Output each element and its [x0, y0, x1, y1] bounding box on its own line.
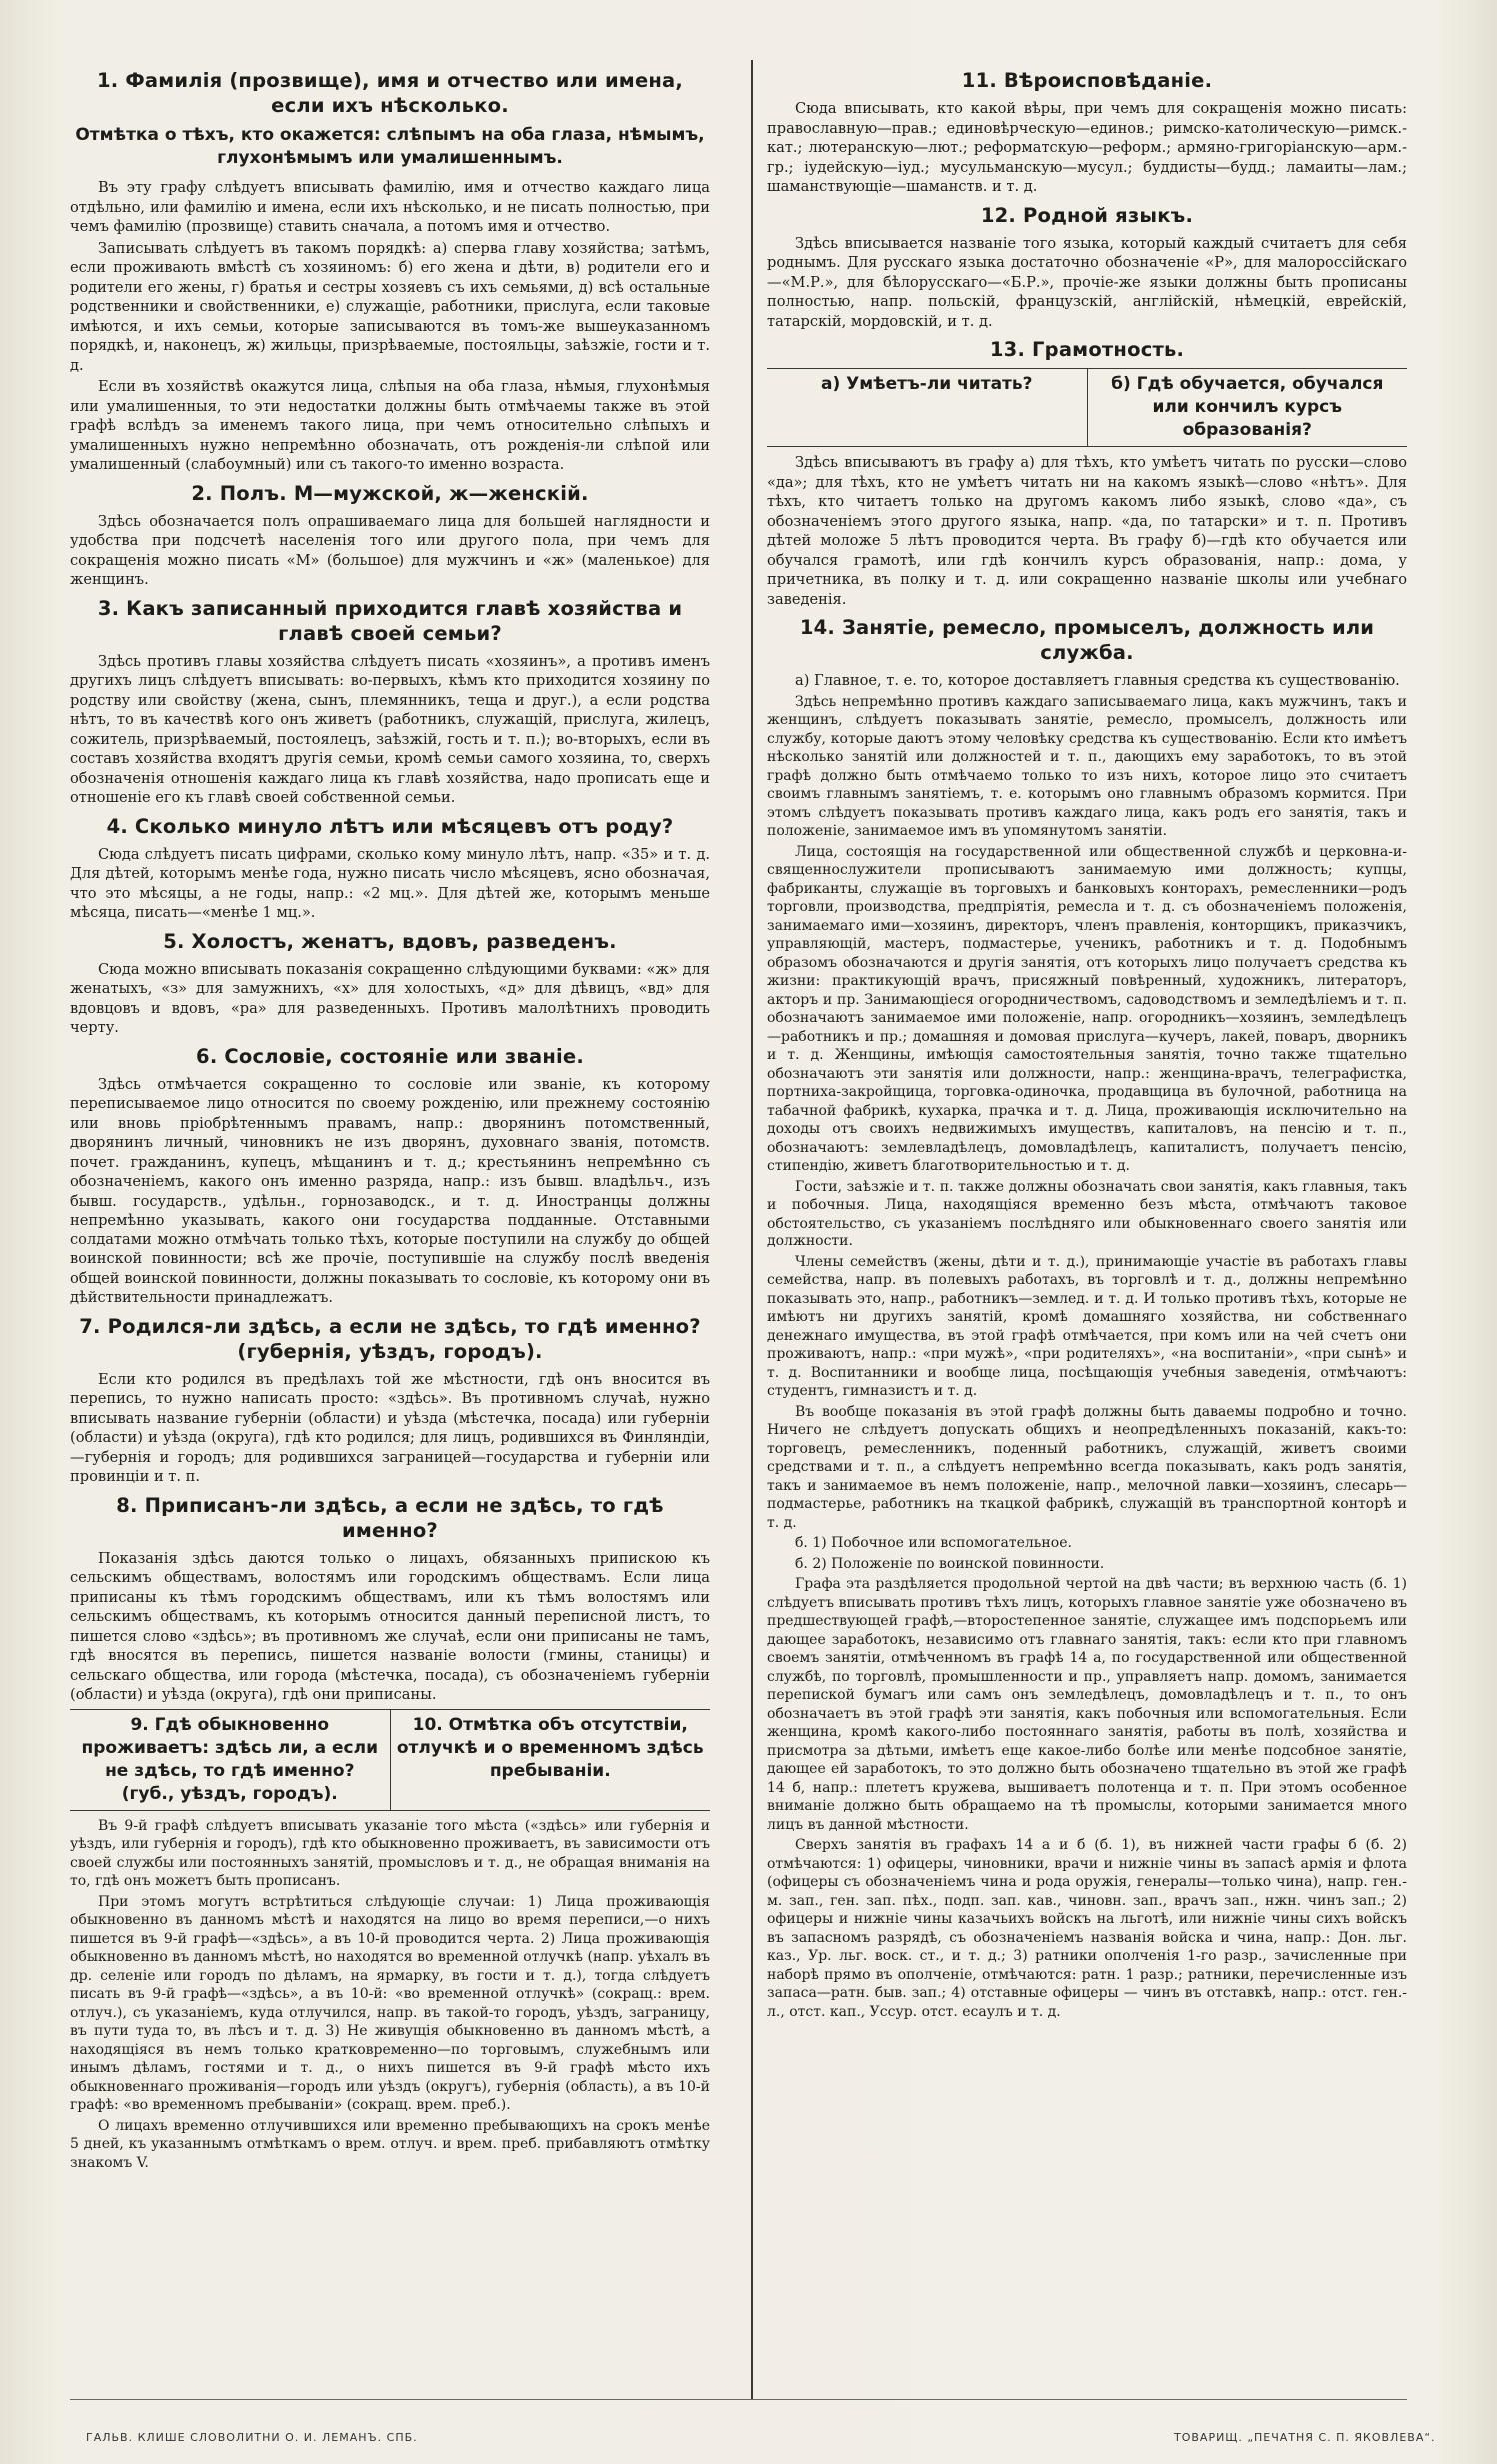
- section-10-title: 10. Отмѣтка объ отсутствіи, отлучкѣ и о временномъ здѣсь пребываніи.: [396, 1714, 704, 1781]
- printer-imprint-right: ТОВАРИЩ. „ПЕЧАТНЯ С. П. ЯКОВЛЕВА“.: [1174, 2431, 1436, 2444]
- section-12-paragraph: Здѣсь вписывается названіе того языка, который каждый считаетъ для себя роднымъ. Для русскаго языка достаточно обозначеніе «Р», для малороссійскаго—«М.Р.», для бѣлорусскаго—«Б.Р.», прочіе-же языки должны быть прописаны полностью, напр. польскій, французскій, англійскій, нѣмецкій, еврейскій, татарскій, мордовскій, и т. д.: [767, 234, 1407, 330]
- section-12-title: 12. Родной языкъ.: [980, 203, 1194, 227]
- section-5-title: 5. Холостъ, женатъ, вдовъ, разведенъ.: [163, 929, 617, 953]
- section-14a-heading: а) Главное, т. е. то, которое доставляетъ главныя средства къ существованію.: [795, 672, 1400, 689]
- section-8-title: 8. Приписанъ-ли здѣсь, а если не здѣсь, то гдѣ именно?: [116, 1493, 664, 1542]
- section-13-subheader: [767, 368, 1407, 447]
- section-5-paragraph: Сюда можно вписывать показанія сокращенно слѣдующими буквами: «ж» для женатыхъ, «з» для замужнихъ, «х» для холостыхъ, «д» для дѣвицъ, «вд» для вдовцовъ и вдовъ, «ра» для разведенныхъ. Противъ малолѣтнихъ проводить черту.: [70, 960, 710, 1036]
- section-14-paragraph: Члены семействъ (жены, дѣти и т. д.), принимающіе участіе въ работахъ главы семейства, напр. въ полевыхъ работахъ, въ торговлѣ и т. д., должны непремѣнно показывать это, напр., работникъ—землед. и т. д. И только противъ тѣхъ, которые не имѣютъ ни другихъ занятій, кромѣ домашняго хозяйства, ни собственнаго денежнаго имущества, въ этой графѣ отмѣчается, при комъ или на чей счетъ они проживаютъ, напр.: «при мужѣ», «при родителяхъ», «на воспитаніи», «при сынѣ» и т. д. Воспитанники и вообще лица, посѣщающія учебныя заведенія, отмѣчаютъ: студентъ, гимназистъ и т. д.: [767, 1253, 1407, 1399]
- section-11-paragraph: Сюда вписывать, кто какой вѣры, при чемъ для сокращенія можно писать: православную—прав.; единовѣрческую—единов.; римско-католическую—римск.-кат.; лютеранскую—лют.; реформатскую—реформ.; армяно-григоріанскую—арм.-гр.; іудейскую—іуд.; мусульманскую—мусул.; буддисты—будд.; ламаиты—лам.; шаманствующіе—шаманств. и т. д.: [767, 100, 1407, 195]
- section-1-paragraph: Записывать слѣдуетъ въ такомъ порядкѣ: а) сперва главу хозяйства; затѣмъ, если проживають вмѣстѣ съ хозяиномъ: б) его жена и дѣти, в) родители его и родители его жены, г) братья и сестры хозяевъ съ ихъ семьями, д) всѣ остальные родственники и свойственники, е) служащіе, работники, прислуга, если таковые имѣются, и ихъ семьи, которые записываются въ томъ-же вышеуказанномъ порядкѣ, и, наконецъ, ж) жильцы, призрѣваемые, постояльцы, заѣзжіе, гости и т. д.: [70, 239, 710, 374]
- bottom-rule: [70, 2399, 1407, 2400]
- section-9-paragraph: При этомъ могутъ встрѣтиться слѣдующіе случаи: 1) Лица проживающія обыкновенно въ данномъ мѣстѣ и находятся на лицо во время переписи,—о нихъ пишется въ 9-й графѣ—«здѣсь», а въ 10-й проводится черта. 2) Лица проживающія обыкновенно въ данномъ мѣстѣ, но находятся во временной отлучкѣ (напр. уѣхалъ въ др. селеніе или городъ по дѣламъ, на ярмарку, въ гости и т. д.), тогда слѣдуетъ писать въ 9-й графѣ—«здѣсь», а въ 10-й: «во временной отлучкѣ» (сокращ.: врем. отлуч.), съ указаніемъ, куда отлучился, напр. въ такой-то городъ, уѣздъ, заграницу, въ пути туда то, въ лѣсъ и т. д. 3) Не живущія обыкновенно въ данномъ мѣстѣ, а находящіяся въ немъ только кратковременно—по торговымъ, служебнымъ или инымъ дѣламъ, гостями и т. д., о нихъ пишется въ 9-й графѣ мѣсто ихъ обыкновеннаго проживанія—городъ или уѣздъ (округъ), губернія (область), а въ 10-й графѣ: «во временномъ пребываніи» (сокращ. врем. преб.).: [70, 1893, 710, 2113]
- section-1-paragraph: Если въ хозяйствѣ окажутся лица, слѣпыя на оба глаза, нѣмыя, глухонѣмыя или умалишенныя, то эти недостатки должны быть отмѣчаемы также въ этой графѣ вслѣдъ за именемъ такого лица, при чемъ относительно слѣпыхъ и умалишенныхъ нужно непремѣнно обозначать, отъ рожденія-ли слѣпой или умалишенный (слабоумный) или съ такого-то именно возраста.: [70, 378, 710, 473]
- section-13a-cell: [767, 369, 1087, 446]
- section-7-title: 7. Родился-ли здѣсь, а если не здѣсь, то гдѣ именно? (губернія, уѣздъ, городъ).: [79, 1314, 701, 1363]
- section-14-title: 14. Занятіе, ремесло, промыселъ, должность или служба.: [799, 616, 1375, 664]
- section-14-paragraph: Здѣсь непремѣнно противъ каждаго записываемаго лица, какъ мужчинъ, такъ и женщинъ, слѣдуетъ показывать занятіе, ремесло, промыселъ, должность или службу, которые даютъ этому человѣку средства къ существованію. Если кто имѣетъ нѣсколько занятій или должностей и т. п., дающихъ ему заработокъ, то въ этой графѣ должно быть отмѣчаемо только то изъ нихъ, которое лицо это считаетъ своимъ главнымъ занятіемъ, т. е. которымъ оно главнымъ образомъ кормится. При этомъ слѣдуетъ показывать противъ каждаго лица, какъ родъ его занятія, такъ и положеніе, занимаемое имъ въ упомянутомъ занятіи.: [767, 693, 1407, 839]
- section-13-paragraph: Здѣсь вписываютъ въ графу а) для тѣхъ, кто умѣетъ читать по русски—слово «да»; для тѣхъ, кто не умѣетъ читать ни на какомъ языкѣ—слово «нѣтъ». Для тѣхъ, кто читаетъ только на другомъ какомъ либо языкѣ, слово «да», съ обозначеніемъ этого другого языка, напр. «да, по татарски» и т. п. Противъ дѣтей моложе 5 лѣтъ проводится черта. Въ графу б)—гдѣ кто обучается или обучался грамотѣ, или гдѣ кончилъ курсъ образованія, напр.: дома, у причетника, въ полку и т. д. или сокращенно названіе школы или учебнаго заведенія.: [767, 454, 1407, 608]
- right-column: [767, 62, 1407, 2023]
- section-1-paragraph: Въ эту графу слѣдуетъ вписывать фамилію, имя и отчество каждаго лица отдѣльно, или фамилію и имена, если ихъ нѣсколько, и не писать полностью, при чемъ фамилію (прозвище) ставить сначала, а потомъ имя и отчество.: [70, 179, 710, 235]
- section-10-header-cell: [390, 1710, 711, 1810]
- section-13b-cell: [1087, 369, 1408, 446]
- section-6-title: 6. Сословіе, состояніе или званіе.: [196, 1044, 584, 1068]
- section-14-paragraph: Графа эта раздѣляется продольной чертой на двѣ части; въ верхнюю часть (б. 1) слѣдуетъ вписывать противъ тѣхъ лицъ, которыхъ главное занятіе уже обозначено въ предшествующей графѣ,—второстепенное занятіе, служащее имъ подспорьемъ или дающее заработокъ, независимо отъ главнаго занятія, такъ: если кто при главномъ своемъ занятіи, отмѣченномъ въ графѣ 14 а, по государственной или общественной службѣ, по торговлѣ, промышленности и пр., управляетъ напр. домомъ, занимается перепиской бумагъ или самъ онъ земледѣлецъ, домовладѣлецъ и т. п., то онъ обозначаетъ въ этой графѣ эти занятія, какъ побочныя или вспомогательныя. Если женщина, кромѣ какого-либо постояннаго занятія, работы въ полѣ, хозяйства и присмотра за дѣтьми, имѣетъ еще какое-либо болѣе или менѣе подсобное занятіе, дающее ей заработокъ, то это должно быть обозначено тщательно въ этой же графѣ 14 б, напр.: плететъ кружева, вышиваетъ полотенца и т. п. При этомъ особенное вниманіе должно быть обращаемо на тѣ промыслы, которыми занимается много лицъ въ данной мѣстности.: [767, 1576, 1407, 1833]
- section-9-header-cell: [70, 1710, 390, 1810]
- section-9-paragraph: Въ 9-й графѣ слѣдуетъ вписывать указаніе того мѣста («здѣсь» или губернія и уѣздъ, или губернія и городъ), гдѣ кто обыкновенно проживаетъ, въ зависимости отъ своей службы или постоянныхъ занятій, промысловъ и т. д., не обращая вниманія на то, гдѣ онъ можетъ быть прописанъ.: [70, 1817, 710, 1889]
- section-11-title: 11. Вѣроисповѣданіе.: [961, 69, 1213, 92]
- printer-imprint-left: ГАЛЬВ. КЛИШЕ СЛОВОЛИТНИ О. И. ЛЕМАНЪ. СПБ.: [86, 2431, 418, 2444]
- section-4-title: 4. Сколько минуло лѣтъ или мѣсяцевъ отъ роду?: [106, 814, 674, 838]
- section-13a-title: а) Умѣетъ-ли читать?: [820, 374, 1033, 394]
- sections-9-10-header: [70, 1709, 710, 1811]
- section-7-paragraph: Если кто родился въ предѣлахъ той же мѣстности, гдѣ онъ вносится въ перепись, то нужно написать просто: «здѣсь». Въ противномъ случаѣ, нужно вписывать название губерніи (области) и уѣзда (мѣстечка, посада) или губерніи (области) и уѣзда (округа), гдѣ кто родился; для лицъ, родившихся въ Финляндіи,—губернія и городъ; для родившихся заграницей—государства и губерніи или провинціи и т. п.: [70, 1370, 710, 1485]
- column-divider: [751, 60, 753, 2399]
- section-8-paragraph: Показанія здѣсь даются только о лицахъ, обязанныхъ припискою къ сельскимъ обществамъ, волостямъ или городскимъ обществамъ. Если лица приписаны къ тѣмъ городскимъ обществамъ, или къ тѣмъ волостямъ или сельскимъ обществамъ, къ которымъ относится данный переписной листъ, то пишется слово «здѣсь»; въ противномъ же случаѣ, если они приписаны не тамъ, гдѣ вносятся въ перепись, пишется названіе волости (гмины, станицы) и сельскаго общества, или города (мѣстечка, посада), съ обозначеніемъ губерніи (области) и уѣзда (округа), гдѣ они приписаны.: [70, 1549, 710, 1703]
- section-14-paragraph: Сверхъ занятія въ графахъ 14 а и б (б. 1), въ нижней части графы б (б. 2) отмѣчаются: 1) офицеры, чиновники, врачи и нижніе чины въ запасѣ армія и флота (офицеры съ обозначеніемъ чина и рода оружія, генералы—только чина), напр. ген.-м. зап., ген. зап. пѣх., подп. зап. кав., чиновн. зап., врачъ зап., нжн. чинъ зап.; 2) офицеры и нижніе чины казачьихъ войскъ на льготѣ, или нижніе чины сихъ войскъ въ запасномъ разрядѣ, съ обозначеніемъ названія войска и чина, напр.: Дон. льг. каз., Ур. льг. воск. ст., и т. д.; 3) ратники ополченія 1-го разр., зачисленные при наборѣ прямо въ ополченіе, отмѣчаются: ратн. 1 разр.; ратники, перечисленные изъ запаса—ратн. быв. зап.; 4) отставные офицеры — чинъ въ отставкѣ, напр.: отст. ген.-л., отст. кап., Уссур. отст. есаулъ и т. д.: [767, 1837, 1407, 2020]
- section-2-title: 2. Полъ. М—мужской, ж—женскій.: [191, 481, 589, 505]
- section-1-title: 1. Фамилія (прозвище), имя и отчество или имена, если ихъ нѣсколько.: [96, 69, 684, 117]
- section-14b2-heading: б. 2) Положеніе по воинской повинности.: [795, 1555, 1105, 1572]
- section-9-paragraph: О лицахъ временно отлучившихся или временно пребывающихъ на срокъ менѣе 5 дней, къ указаннымъ отмѣткамъ о врем. отлуч. и врем. преб. прибавляютъ отмѣтку знакомъ V.: [70, 2117, 710, 2171]
- left-column: [70, 62, 710, 2174]
- section-14-paragraph: Гости, заѣзжіе и т. п. также должны обозначать свои занятія, какъ главныя, такъ и побочныя. Лица, находящіяся временно безъ мѣста, отмѣчаютъ таковое обстоятельство, съ указаніемъ послѣдняго или обыкновеннаго своего занятія или должности.: [767, 1178, 1407, 1249]
- section-13-title: 13. Грамотность.: [989, 338, 1185, 361]
- section-4-paragraph: Сюда слѣдуетъ писать цифрами, сколько кому минуло лѣтъ, напр. «35» и т. д. Для дѣтей, которымъ менѣе года, нужно писать число мѣсяцевъ, ясно обозначая, что это мѣсяцы, а не годы, напр.: «2 мц.». Для дѣтей же, которымъ меньше мѣсяца, писать—«менѣе 1 мц.».: [70, 845, 710, 921]
- section-3-paragraph: Здѣсь противъ главы хозяйства слѣдуетъ писать «хозяинъ», а противъ именъ другихъ лицъ слѣдуетъ вписывать: во-первыхъ, кѣмъ кто приходится хозяину по родству или свойству (жена, сынъ, племянникъ, теща и друг.), а если родства нѣтъ, то въ качествѣ кого онъ живетъ (работникъ, служащій, прислуга, жилецъ, сожитель, призрѣваемый, постоялецъ, заѣзжій, гость и т. п.); во-вторыхъ, если въ составъ хозяйства входятъ другія семьи, кромѣ семьи самого хозяина, то, сверхъ обозначенія отношенія каждаго лица къ главѣ хозяйства, надо прописать еще и отношеніе его къ главѣ своей собственной семьи.: [70, 652, 710, 806]
- section-13b-title: б) Гдѣ обучается, обучался или кончилъ курсъ образованія?: [1111, 374, 1384, 440]
- section-14b1-heading: б. 1) Побочное или вспомогательное.: [795, 1535, 1072, 1551]
- section-14-paragraph: Въ вообще показанія въ этой графѣ должны быть даваемы подробно и точно. Ничего не слѣдуетъ допускать общихъ и неопредѣленныхъ показаній, какъ-то: торговецъ, ремесленникъ, поденный работникъ, служащій, живетъ своими средствами и т. п., а слѣдуетъ непремѣнно всегда показывать, какъ родъ занятія, такъ и занимаемое въ немъ положеніе, напр., мелочной лавки—хозяинъ, слесарь—подмастерье, работникъ на ткацкой фабрикѣ, служащій въ транспортной конторѣ и т. д.: [767, 1403, 1407, 1531]
- section-3-title: 3. Какъ записанный приходится главѣ хозяйства и главѣ своей семьи?: [97, 596, 683, 645]
- section-14-paragraph: Лица, состоящія на государственной или общественной службѣ и церковна-и-священнослужители прописываютъ занимаемую ими должность; купцы, фабриканты, служащіе въ торговыхъ и банковыхъ конторахъ, ремесленники—родъ торговли, производства, предпріятія, ремесла и т. д. съ обозначеніемъ положенія, занимаемаго ими—хозяинъ, директоръ, членъ правленія, конторщикъ, приказчикъ, управляющій, мастеръ, подмастерье, ученикъ, работникъ и т. д. Подобнымъ образомъ обозначаются и другія занятія, отъ которыхъ лицо получаетъ средства къ жизни: практикующій врачъ, присяжный повѣренный, художникъ, литераторъ, акторъ и пр. Занимающіеся огородничествомъ, садоводствомъ и земледѣліемъ и т. п. обозначаютъ занимаемое ими положеніе, напр. огородникъ—хозяинъ, земледѣлецъ—работникъ и пр.; домашняя и домовая прислуга—кучеръ, лакей, поваръ, дворникъ и т. д. Женщины, имѣющія самостоятельныя занятія, точно также тщательно обозначаютъ эти занятія или должности, напр.: женщина-врачъ, телеграфистка, портниха-закройщица, торговка-одиночка, продавщица въ булочной, работница на табачной фабрикѣ, кухарка, прачка и т. д. Лица, проживающія исключительно на доходы отъ своихъ недвижимыхъ имуществъ, капиталовъ, на пенсію и т. п., обозначаютъ: землевладѣлецъ, домовладѣлецъ, капиталистъ, получаетъ пенсію, стипендію, живетъ благотворительностью и т. д.: [767, 843, 1407, 1174]
- section-1-subtitle: Отмѣтка о тѣхъ, кто окажется: слѣпымъ на оба глаза, нѣмымъ, глухонѣмымъ или умалишеннымъ.: [75, 125, 705, 168]
- section-2-paragraph: Здѣсь обозначается полъ опрашиваемаго лица для большей наглядности и удобства при подсчетѣ населенія того или другого пола, при чемъ для сокращенія можно писать «М» (большое) для мужчинъ и «ж» (маленькое) для женщинъ.: [70, 512, 710, 588]
- section-9-title: 9. Гдѣ обыкновенно проживаетъ: здѣсь ли, а если не здѣсь, то гдѣ именно? (губ., уѣздъ, городъ).: [81, 1714, 378, 1804]
- section-6-paragraph: Здѣсь отмѣчается сокращенно то сословіе или званіе, къ которому переписываемое лицо относится по своему рожденію, или прежнему состоянію или вновь пріобрѣтеннымъ правамъ, напр.: дворянинъ потомственный, дворянинъ личный, чиновникъ не изъ дворянъ, духовнаго званія, потомств. почет. гражданинъ, купецъ, мѣщанинъ и т. д.; крестьянинъ непремѣнно съ обозначеніемъ, какого онъ именно разряда, напр.: изъ бывш. владѣльч., изъ бывш. государств., удѣльн., горнозаводск., и т. д. Иностранцы должны непремѣнно указывать, какого они государства подданные. Отставными солдатами можно отмѣчать только тѣхъ, которые поступили на службу до общей воинской повинности; всѣ же прочіе, поступившіе на службу послѣ введенія общей воинской повинности, должны показывать то сословіе, къ которому они въ дѣйствительности принадлежатъ.: [70, 1075, 710, 1306]
